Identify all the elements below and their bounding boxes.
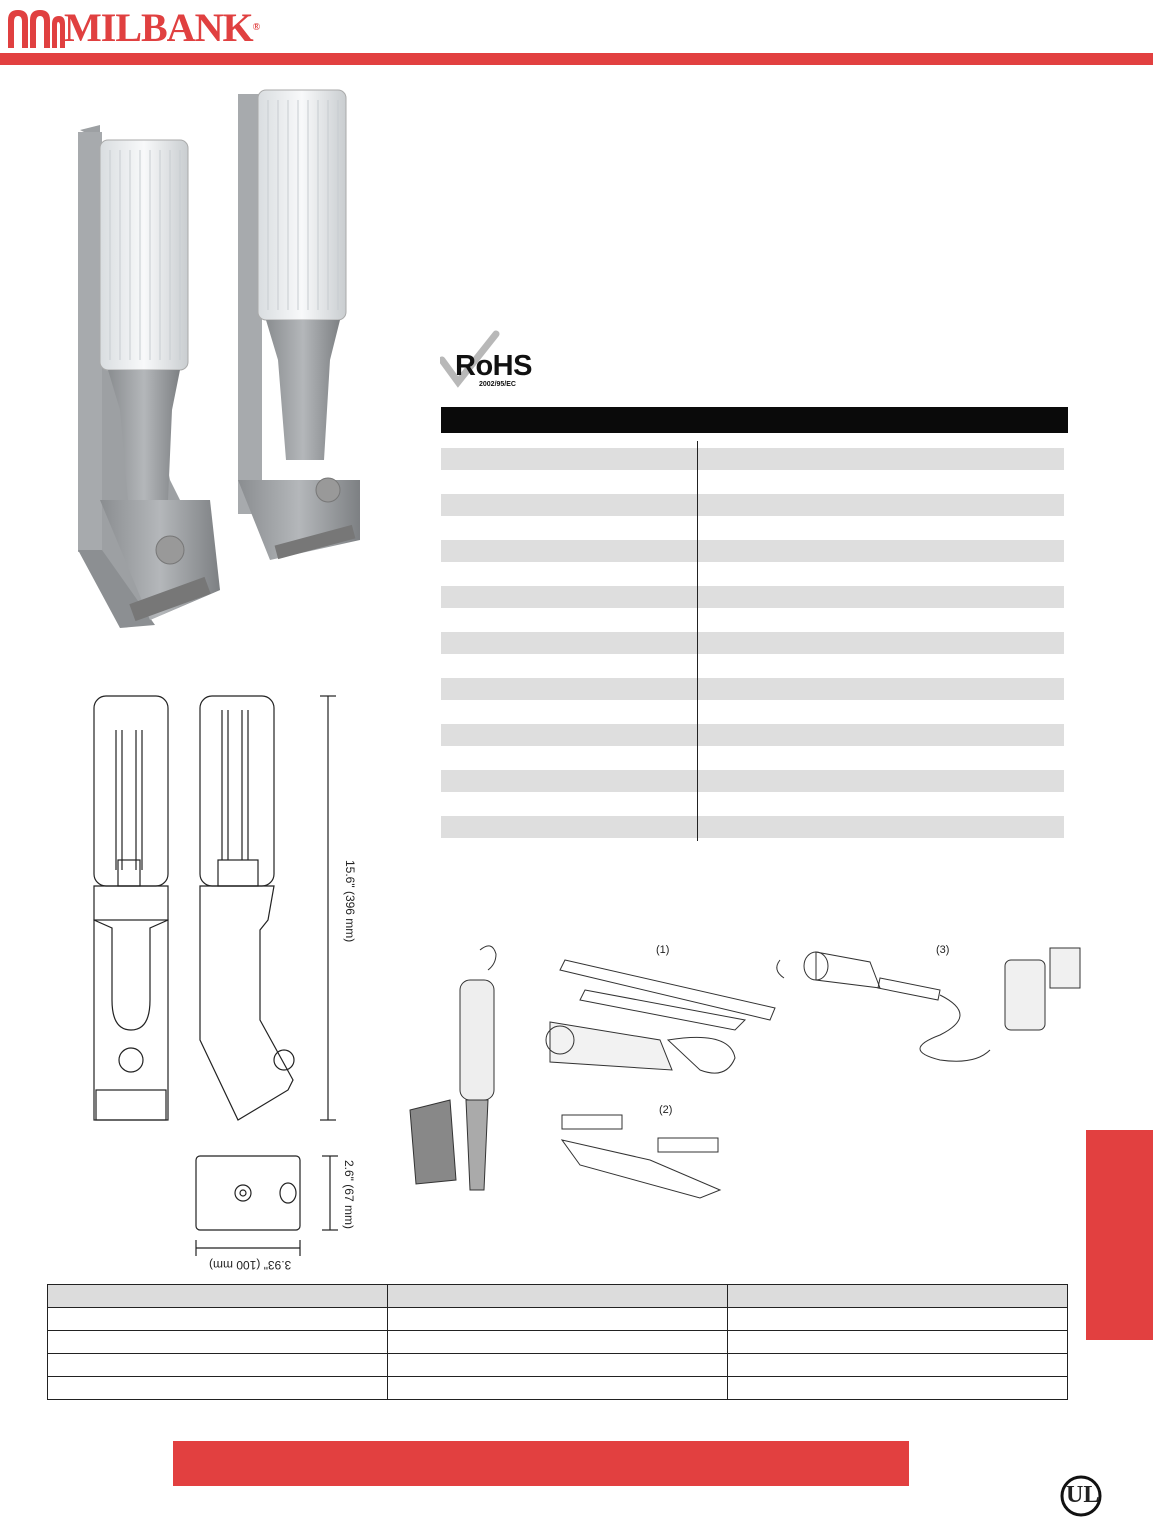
table-row [441, 724, 1064, 746]
section-tab [1086, 1130, 1153, 1340]
brand-name: MILBANK® [64, 5, 260, 50]
mounting-options-illustration [400, 940, 1090, 1200]
table-row [441, 816, 1064, 838]
header-bar [0, 53, 1153, 65]
table-row [441, 448, 1064, 470]
milbank-arches-icon [6, 6, 66, 50]
height-dimension: 15.6" (396 mm) [343, 860, 357, 943]
table-row [441, 540, 1064, 562]
table-row [441, 586, 1064, 608]
table-row [441, 494, 1064, 516]
technical-drawing [88, 690, 368, 1280]
depth-dimension: 2.6" (67 mm) [342, 1160, 356, 1229]
table-row [441, 632, 1064, 654]
rohs-mark: RoHS [455, 350, 532, 382]
spec-column-divider [697, 441, 698, 841]
spec-table-header [441, 407, 1068, 433]
table-row [48, 1377, 1068, 1400]
table-row [48, 1331, 1068, 1354]
table-row [441, 678, 1064, 700]
table-header-row [48, 1285, 1068, 1308]
ordering-table [47, 1284, 1068, 1400]
ul-mark: UL [1066, 1482, 1100, 1508]
product-photo [60, 80, 380, 640]
mounting-callout-3: (3) [936, 944, 950, 956]
rohs-directive: 2002/95/EC [479, 381, 516, 388]
table-row [48, 1354, 1068, 1377]
table-row [48, 1308, 1068, 1331]
mounting-callout-2: (2) [659, 1104, 673, 1116]
bottom-banner [173, 1441, 909, 1486]
spec-table [441, 448, 1064, 862]
width-dimension: 3.93" (100 mm) [209, 1258, 292, 1272]
mounting-callout-1: (1) [656, 944, 670, 956]
table-row [441, 770, 1064, 792]
